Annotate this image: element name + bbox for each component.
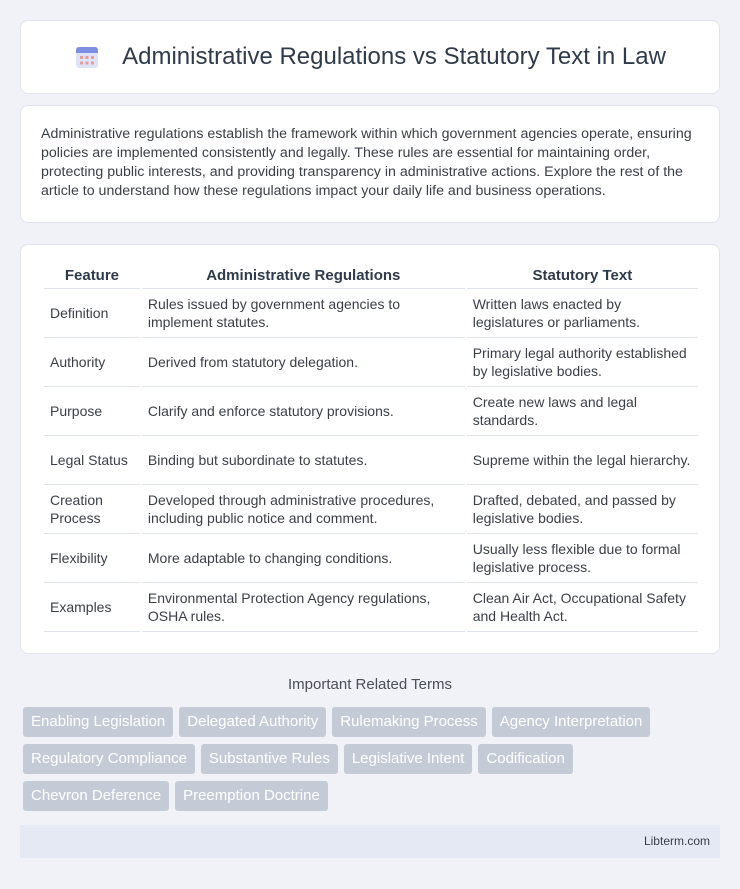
- header-administrative: Administrative Regulations: [142, 263, 465, 289]
- header-card: [20, 20, 720, 94]
- tag-rulemaking-process[interactable]: Rulemaking Process: [332, 707, 486, 737]
- administrative-cell: More adaptable to changing conditions.: [142, 534, 465, 583]
- comparison-card: [20, 244, 720, 654]
- tag-substantive-rules[interactable]: Substantive Rules: [201, 744, 338, 774]
- related-terms-title: Important Related Terms: [288, 676, 452, 693]
- feature-cell: Creation Process: [44, 485, 140, 534]
- administrative-cell: Clarify and enforce statutory provisions.: [142, 387, 465, 436]
- feature-cell: Examples: [44, 583, 140, 632]
- header-feature: Feature: [44, 263, 140, 289]
- table-row: [44, 338, 698, 387]
- calendar-icon: [74, 44, 100, 70]
- tag-preemption-doctrine[interactable]: Preemption Doctrine: [175, 781, 328, 811]
- table-row: [44, 583, 698, 632]
- statutory-cell: Drafted, debated, and passed by legislative bodies.: [467, 485, 698, 534]
- feature-cell: Purpose: [44, 387, 140, 436]
- tag-regulatory-compliance[interactable]: Regulatory Compliance: [23, 744, 195, 774]
- feature-cell: Legal Status: [44, 436, 140, 485]
- tag-enabling-legislation[interactable]: Enabling Legislation: [23, 707, 173, 737]
- page-title: Administrative Regulations vs Statutory Text in Law: [122, 43, 666, 70]
- table-row: [44, 387, 698, 436]
- table-row: [44, 289, 698, 338]
- statutory-cell: Primary legal authority established by legislative bodies.: [467, 338, 698, 387]
- statutory-cell: Usually less flexible due to formal legislative process.: [467, 534, 698, 583]
- statutory-cell: Written laws enacted by legislatures or parliaments.: [467, 289, 698, 338]
- table-row: [44, 436, 698, 485]
- footer-brand[interactable]: Libterm.com: [643, 834, 710, 848]
- tag-codification[interactable]: Codification: [478, 744, 572, 774]
- tag-legislative-intent[interactable]: Legislative Intent: [344, 744, 473, 774]
- feature-cell: Flexibility: [44, 534, 140, 583]
- tag-agency-interpretation[interactable]: Agency Interpretation: [492, 707, 651, 737]
- tag-delegated-authority[interactable]: Delegated Authority: [179, 707, 326, 737]
- table-row: [44, 534, 698, 583]
- statutory-cell: Supreme within the legal hierarchy.: [467, 436, 698, 485]
- statutory-cell: Clean Air Act, Occupational Safety and Health Act.: [467, 583, 698, 632]
- feature-cell: Authority: [44, 338, 140, 387]
- tag-chevron-deference[interactable]: Chevron Deference: [23, 781, 169, 811]
- related-terms-list: [23, 707, 723, 811]
- intro-card: [20, 105, 720, 223]
- footer: [20, 825, 720, 858]
- intro-text: Administrative regulations establish the framework within which government agencies operate, ensuring policies are implemented consistently and legally. These rules are essential for maintaining order, protecting public interests, and providing transparency in administrative actions. Explore the rest of the article to understand how these regulations impact your daily life and business operations.: [41, 126, 692, 199]
- feature-cell: Definition: [44, 289, 140, 338]
- comparison-table: [42, 263, 700, 632]
- statutory-cell: Create new laws and legal standards.: [467, 387, 698, 436]
- table-header-row: [44, 263, 698, 289]
- header-statutory: Statutory Text: [467, 263, 698, 289]
- administrative-cell: Derived from statutory delegation.: [142, 338, 465, 387]
- table-row: [44, 485, 698, 534]
- administrative-cell: Rules issued by government agencies to implement statutes.: [142, 289, 465, 338]
- administrative-cell: Binding but subordinate to statutes.: [142, 436, 465, 485]
- administrative-cell: Developed through administrative procedures, including public notice and comment.: [142, 485, 465, 534]
- administrative-cell: Environmental Protection Agency regulations, OSHA rules.: [142, 583, 465, 632]
